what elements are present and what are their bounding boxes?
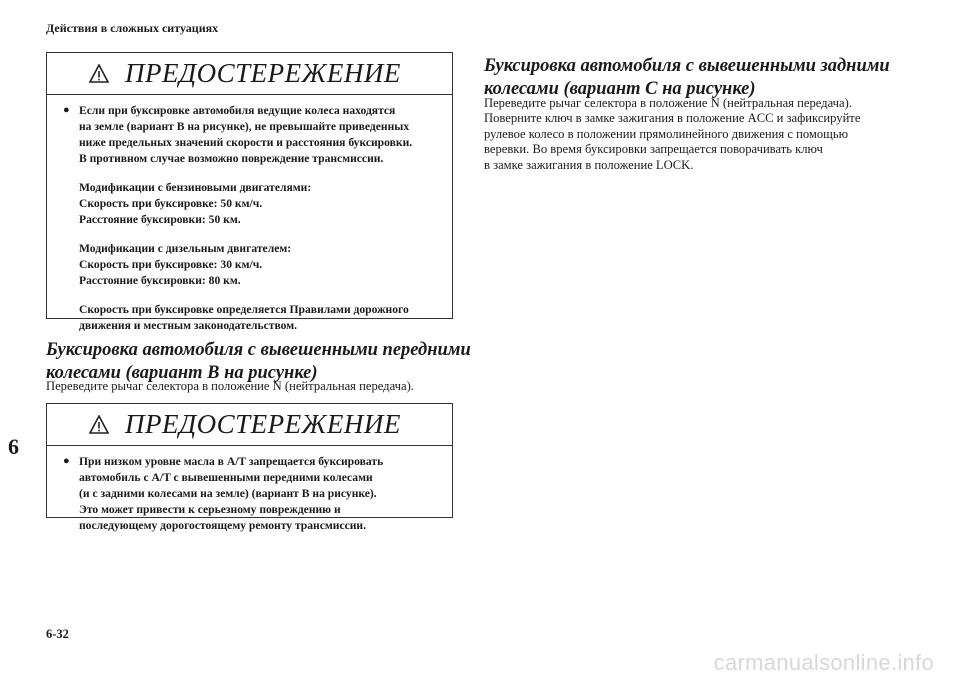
diesel-distance: Расстояние буксировки: 80 км.: [79, 274, 241, 287]
warning-line: автомобиль с A/T с вывешенными передними колесами: [79, 471, 373, 484]
warning-line: ниже предельных значений скорости и расстояния буксировки.: [79, 136, 413, 149]
petrol-speed: Скорость при буксировке: 50 км/ч.: [79, 197, 263, 210]
warning-line: последующему дорогостоящему ремонту трансмиссии.: [79, 519, 366, 532]
watermark: carmanualsonline.info: [713, 650, 934, 675]
warning-triangle-icon: [89, 64, 109, 84]
warning-title: ПРЕДОСТЕРЕЖЕНИЕ: [125, 409, 401, 439]
body-line: в замке зажигания в положение LOCK.: [484, 157, 694, 172]
section-title-line: колесами (вариант B на рисунке): [46, 363, 318, 383]
petrol-heading: Модификации с бензиновыми двигателями:: [79, 181, 312, 194]
running-header: Действия в сложных ситуациях: [46, 21, 219, 35]
warning-line: Это может привести к серьезному повреждению и: [79, 503, 341, 516]
warning-body: [47, 95, 452, 340]
body-line: веревки. Во время буксировки запрещается поворачивать ключ: [484, 142, 823, 157]
warning-line: (и с задними колесами на земле) (вариант B на рисунке).: [79, 487, 377, 500]
page-number: 6-32: [46, 627, 69, 641]
warning-box-low-oil: [46, 403, 453, 532]
rules-line: Скорость при буксировке определяется Правилами дорожного: [79, 303, 409, 316]
warning-box-towing-limits: [46, 52, 453, 332]
body-line: Поверните ключ в замке зажигания в положение ACC и зафиксируйте: [484, 111, 861, 126]
warning-triangle-icon: [89, 415, 109, 435]
section-title-line: Буксировка автомобиля с вывешенными задними: [484, 56, 890, 76]
rules-line: движения и местным законодательством.: [79, 319, 298, 332]
section-body-rear-raised: [484, 96, 860, 173]
section-title-rear-raised: [484, 55, 890, 101]
chapter-number: 6: [8, 434, 19, 459]
warning-line: Если при буксировке автомобиля ведущие колеса находятся: [79, 104, 396, 117]
warning-line: В противном случае возможно повреждение трансмиссии.: [79, 152, 384, 165]
warning-title: ПРЕДОСТЕРЕЖЕНИЕ: [125, 58, 401, 88]
section-title-line: Буксировка автомобиля с вывешенными передними: [46, 340, 471, 360]
warning-line: на земле (вариант B на рисунке), не превышайте приведенных: [79, 120, 410, 133]
diesel-speed: Скорость при буксировке: 30 км/ч.: [79, 258, 263, 271]
warning-line: При низком уровне масла в A/T запрещается буксировать: [79, 455, 384, 468]
body-line: рулевое колесо в положении прямолинейного движения с помощью: [484, 126, 848, 141]
warning-header: [47, 404, 452, 446]
bullet-icon: ●: [63, 104, 70, 116]
bullet-icon: ●: [63, 455, 70, 467]
diesel-heading: Модификации с дизельным двигателем:: [79, 242, 292, 255]
section-title-line: колесами (вариант C на рисунке): [484, 79, 756, 99]
warning-header: [47, 53, 452, 95]
petrol-distance: Расстояние буксировки: 50 км.: [79, 213, 241, 226]
body-line: Переведите рычаг селектора в положение N (нейтральная передача).: [484, 96, 852, 110]
section-body-front-raised: Переведите рычаг селектора в положение N (нейтральная передача).: [46, 379, 414, 393]
warning-body: [47, 446, 452, 540]
